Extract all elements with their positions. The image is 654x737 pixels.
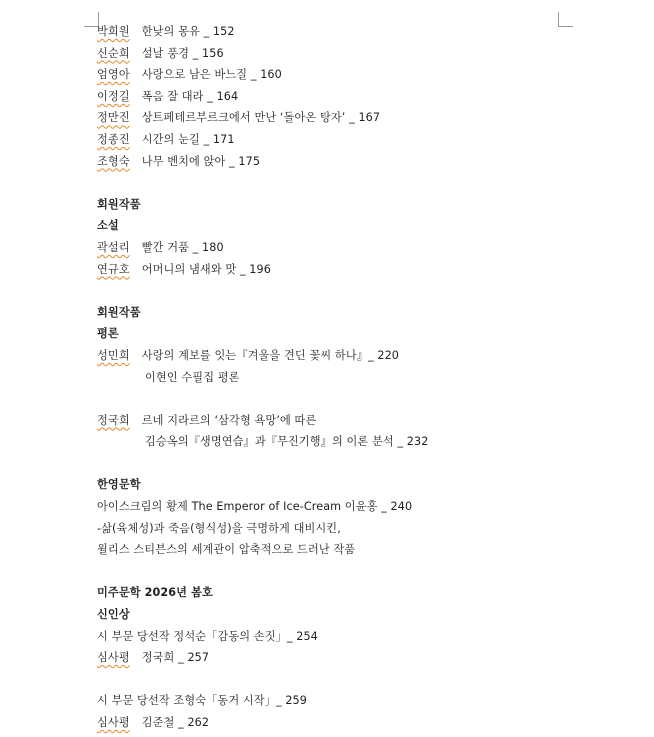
toc-line: 시 부문 당선작 정석순「감동의 손짓」_ 254 <box>97 629 318 643</box>
toc-line: -삶(육체성)과 죽음(형식성)을 극명하게 대비시킨, <box>97 521 341 535</box>
entry-title: 김준철 _ 262 <box>141 716 210 729</box>
toc-entry <box>97 129 617 151</box>
entry-author: 신순희 <box>97 46 130 60</box>
section-heading: 회원작품 <box>97 197 141 211</box>
toc-entry <box>97 259 617 281</box>
entry-title: 폭음 잘 대라 _ 164 <box>141 89 239 103</box>
toc-entry <box>97 345 617 367</box>
entry-author: 성민희 <box>97 348 130 362</box>
toc-entry <box>97 647 617 669</box>
toc-entry <box>97 86 617 108</box>
toc-continuation: 이현인 수필집 평론 <box>145 370 240 384</box>
entry-title: 사랑으로 남은 바느질 _ 160 <box>141 68 282 82</box>
blank-line <box>97 561 617 583</box>
entry-title: 어머니의 냄새와 맛 _ 196 <box>141 262 271 276</box>
entry-author: 심사평 <box>97 651 130 665</box>
toc-entry <box>97 64 617 86</box>
section-heading: 회원작품 <box>97 305 141 319</box>
toc-line: 시 부문 당선작 조형숙「동거 시작」_ 259 <box>97 694 307 708</box>
entry-author: 곽설리 <box>97 240 130 254</box>
entry-title: 한낮의 몽유 _ 152 <box>141 25 235 38</box>
entry-title: 르네 지라르의 ‘삼각형 욕망’에 따른 <box>141 413 317 427</box>
blank-line <box>97 669 617 691</box>
toc-entry <box>97 107 617 129</box>
toc-line: 아이스크림의 황제 The Emperor of Ice-Cream 이윤홍 _ 240 <box>97 500 413 514</box>
entry-title: 나무 벤치에 앉아 _ 175 <box>141 154 261 168</box>
entry-title: 설날 풍경 _ 156 <box>141 46 224 60</box>
entry-author: 정국희 <box>97 413 130 427</box>
entry-author: 연규호 <box>97 262 130 276</box>
entry-author: 이정길 <box>97 89 130 103</box>
entry-author: 심사평 <box>97 716 130 729</box>
entry-title: 빨간 거품 _ 180 <box>141 240 224 254</box>
section-heading: 미주문학 2026년 봄호 <box>97 586 213 600</box>
blank-line <box>97 388 617 410</box>
section-heading: 평론 <box>97 327 119 341</box>
entry-author: 박희원 <box>97 25 130 38</box>
entry-author: 정만진 <box>97 111 130 125</box>
entry-title: 시간의 눈길 _ 171 <box>141 132 235 146</box>
section-heading: 소설 <box>97 219 119 233</box>
entry-author: 조형숙 <box>97 154 130 168</box>
toc-entry <box>97 151 617 173</box>
toc-continuation: 김승옥의『생명연습』과『무진기행』의 이론 분석 _ 232 <box>145 435 429 449</box>
section-heading: 신인상 <box>97 608 130 622</box>
toc-entry <box>97 43 617 65</box>
blank-line <box>97 280 617 302</box>
entry-title: 상트페테르부르크에서 만난 ‘돌아온 탕자’ _ 167 <box>141 111 381 125</box>
entry-title: 사랑의 계보를 잇는『겨울을 견딘 꽃씨 하나』_ 220 <box>141 348 400 362</box>
toc-line: 윌리스 스티븐스의 세계관이 압축적으로 드러난 작품 <box>97 543 356 557</box>
blank-line <box>97 453 617 475</box>
toc-entry <box>97 21 617 43</box>
toc-entry <box>97 237 617 259</box>
toc-entry <box>97 410 617 432</box>
entry-author: 정종진 <box>97 132 130 146</box>
table-of-contents <box>97 21 617 734</box>
entry-title: 정국희 _ 257 <box>141 651 210 665</box>
blank-line <box>97 172 617 194</box>
section-heading: 한영문학 <box>97 478 141 492</box>
entry-author: 엄영아 <box>97 68 130 82</box>
toc-entry <box>97 712 617 734</box>
